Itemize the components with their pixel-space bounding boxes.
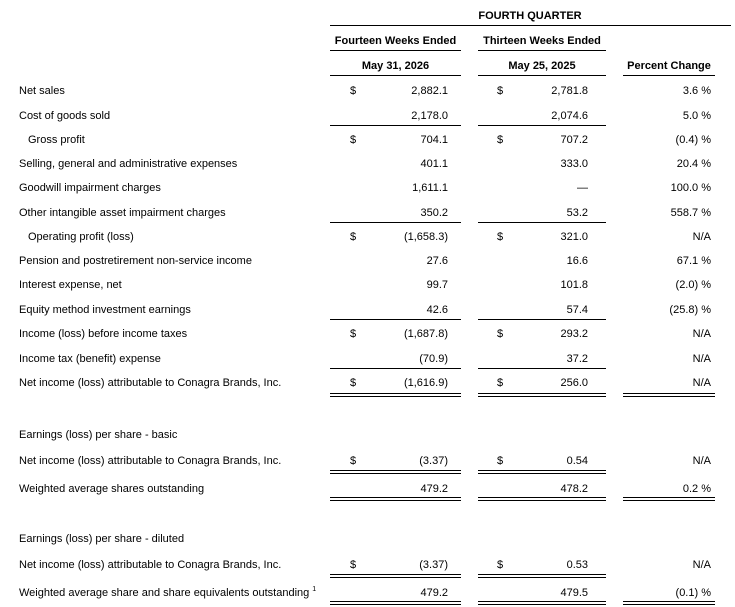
total-double-rule [478,601,606,605]
value-2026: 350.2 [420,207,448,219]
currency-symbol: $ [350,134,357,146]
value-2026: 1,611.1 [412,182,448,194]
percent-change: N/A [692,377,711,389]
total-double-rule [478,393,606,397]
total-double-rule [330,470,461,474]
row-label: Other intangible asset impairment charges [19,207,226,219]
subtotal-rule [478,368,606,369]
percent-change: 3.6 % [682,85,711,97]
currency-symbol: $ [350,328,357,340]
row-label: Income tax (benefit) expense [19,353,161,365]
total-double-rule [623,601,715,605]
currency-symbol: $ [497,134,504,146]
value-2026: 2,178.0 [411,110,448,122]
percent-change: 0.2 % [682,483,711,495]
col1-title: Fourteen Weeks Ended [334,35,457,47]
row-label: Equity method investment earnings [19,304,191,316]
total-double-rule [478,574,606,578]
currency-symbol: $ [497,328,504,340]
value-2026: (3.37) [419,455,448,467]
row-label [19,587,316,600]
currency-symbol: $ [350,559,357,571]
currency-symbol: $ [350,455,357,467]
value-2025: 101.8 [560,279,588,291]
col1-date-rule [330,75,461,76]
percent-change: (0.1) % [675,587,711,599]
currency-symbol: $ [497,231,504,243]
percent-change: (0.4) % [675,134,711,146]
row-label: Cost of goods sold [19,110,111,122]
percent-change: N/A [692,328,711,340]
value-2026: (1,658.3) [403,231,448,243]
currency-symbol: $ [350,231,357,243]
value-2025: 479.5 [560,587,588,599]
value-2026: (70.9) [419,353,448,365]
percent-change: N/A [692,559,711,571]
row-label: Operating profit (loss) [28,231,134,243]
percent-change: (2.0) % [675,279,711,291]
value-2026: (3.37) [419,559,448,571]
row-label: Pension and postretirement non-service income [19,255,252,267]
value-2025: 57.4 [566,304,588,316]
currency-symbol: $ [497,85,504,97]
header-rule [330,25,731,26]
subtotal-rule [330,319,461,320]
col2-title: Thirteen Weeks Ended [483,35,601,47]
col1-title-rule [330,50,461,51]
total-double-rule [330,574,461,578]
total-double-rule [478,470,606,474]
total-double-rule [478,497,606,501]
value-2026: 704.1 [420,134,448,146]
percent-change: (25.8) % [669,304,711,316]
row-label: Net sales [19,85,65,97]
value-2025: 53.2 [566,207,588,219]
total-double-rule [330,601,461,605]
subtotal-rule [330,125,461,126]
percent-change: 67.1 % [676,255,711,267]
percent-change: N/A [692,231,711,243]
row-label: Goodwill impairment charges [19,182,161,194]
value-2025: 478.2 [560,483,588,495]
percent-change: 20.4 % [676,158,711,170]
subtotal-rule [478,222,606,223]
col1-date: May 31, 2026 [361,60,430,72]
row-label: Net income (loss) attributable to Conagra Brands, Inc. [19,559,282,571]
total-double-rule [623,497,715,501]
value-2025: 333.0 [560,158,588,170]
value-2025: 0.54 [566,455,588,467]
value-2026: 99.7 [426,279,448,291]
total-double-rule [330,393,461,397]
diluted-eps-heading: Earnings (loss) per share - diluted [19,533,185,545]
value-2025: 293.2 [560,328,588,340]
currency-symbol: $ [497,377,504,389]
total-double-rule [330,497,461,501]
period-header: FOURTH QUARTER [478,10,582,22]
row-label: Net income (loss) attributable to Conagra Brands, Inc. [19,377,282,389]
value-2026: 401.1 [420,158,448,170]
col2-date-rule [478,75,606,76]
subtotal-rule [478,319,606,320]
value-2026: 479.2 [420,483,448,495]
value-2025: 2,074.6 [551,110,588,122]
value-2026: 479.2 [420,587,448,599]
value-2025: 256.0 [560,377,588,389]
subtotal-rule [478,125,606,126]
value-2026: (1,687.8) [403,328,448,340]
currency-symbol: $ [497,455,504,467]
col2-title-rule [478,50,606,51]
row-label: Interest expense, net [19,279,122,291]
value-2026: 2,882.1 [411,85,448,97]
value-2025: — [577,182,588,194]
currency-symbol: $ [350,85,357,97]
value-2025: 707.2 [560,134,588,146]
value-2025: 37.2 [566,353,588,365]
currency-symbol: $ [350,377,357,389]
percent-change: 5.0 % [682,110,711,122]
currency-symbol: $ [497,559,504,571]
col3-title: Percent Change [627,60,711,72]
subtotal-rule [330,222,461,223]
col2-date: May 25, 2025 [508,60,576,72]
row-label-text: Weighted average share and share equivalents outstanding [19,587,310,599]
value-2025: 0.53 [566,559,588,571]
value-2025: 2,781.8 [551,85,588,97]
percent-change: 100.0 % [670,182,711,194]
subtotal-rule [330,368,461,369]
value-2025: 321.0 [560,231,588,243]
row-label: Income (loss) before income taxes [19,328,188,340]
basic-eps-heading: Earnings (loss) per share - basic [19,429,178,441]
footnote-marker: 1 [312,586,317,594]
percent-change: N/A [692,455,711,467]
row-label: Gross profit [28,134,85,146]
value-2026: 42.6 [426,304,448,316]
col3-title-rule [623,75,715,76]
value-2025: 16.6 [566,255,588,267]
row-label: Selling, general and administrative expenses [19,158,238,170]
value-2026: (1,616.9) [403,377,448,389]
percent-change: 558.7 % [670,207,711,219]
row-label: Weighted average shares outstanding [19,483,205,495]
total-double-rule [623,393,715,397]
row-label: Net income (loss) attributable to Conagra Brands, Inc. [19,455,282,467]
percent-change: N/A [692,353,711,365]
value-2026: 27.6 [426,255,448,267]
